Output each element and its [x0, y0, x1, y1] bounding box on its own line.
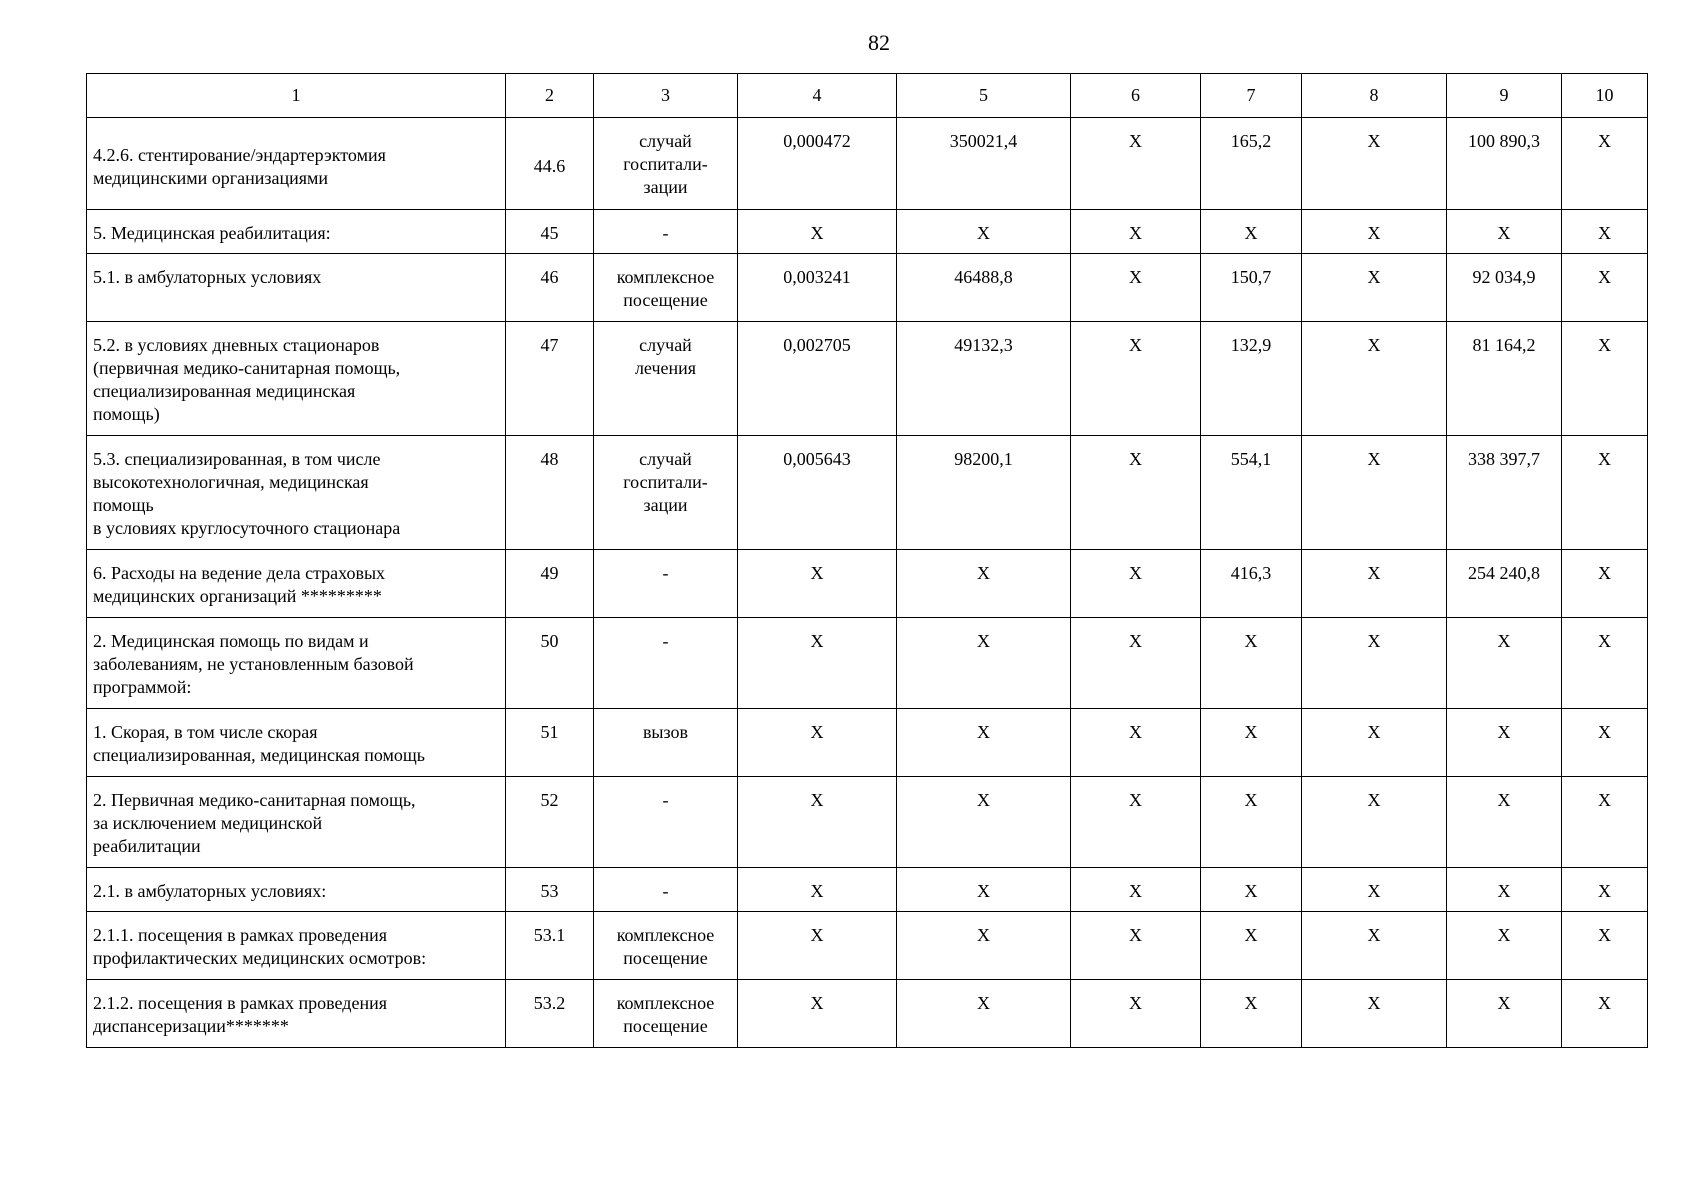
unit-cell: - — [594, 618, 738, 709]
value-cell: 416,3 — [1201, 550, 1302, 618]
value-cell: X — [897, 210, 1071, 254]
value-cell: X — [1201, 980, 1302, 1048]
row-label: 5. Медицинская реабилитация: — [87, 210, 506, 254]
row-number: 50 — [506, 618, 594, 709]
value-cell: X — [1071, 709, 1201, 777]
header-row — [87, 74, 1648, 118]
row-label: 4.2.6. стентирование/эндартерэктомия медицинскими организациями — [87, 118, 506, 210]
value-cell: 0,005643 — [738, 436, 897, 550]
unit-cell: комплексное посещение — [594, 912, 738, 980]
row-label: 1. Скорая, в том числе скорая специализированная, медицинская помощь — [87, 709, 506, 777]
value-cell: X — [1447, 618, 1562, 709]
column-header: 1 — [87, 74, 506, 118]
row-label: 5.3. специализированная, в том числе высокотехнологичная, медицинская помощь в условиях круглосуточного стационара — [87, 436, 506, 550]
column-header: 7 — [1201, 74, 1302, 118]
value-cell: X — [1562, 980, 1648, 1048]
value-cell: X — [897, 709, 1071, 777]
table-row — [87, 618, 1648, 709]
value-cell: X — [1562, 868, 1648, 912]
value-cell: X — [1071, 210, 1201, 254]
value-cell: X — [1201, 210, 1302, 254]
table-row — [87, 868, 1648, 912]
value-cell: X — [1071, 322, 1201, 436]
row-number: 53.2 — [506, 980, 594, 1048]
value-cell: X — [1302, 980, 1447, 1048]
table-row — [87, 118, 1648, 210]
value-cell: 46488,8 — [897, 254, 1071, 322]
value-cell: X — [1201, 777, 1302, 868]
value-cell: X — [1201, 709, 1302, 777]
value-cell: X — [897, 868, 1071, 912]
row-number: 49 — [506, 550, 594, 618]
column-header: 5 — [897, 74, 1071, 118]
value-cell: X — [1447, 709, 1562, 777]
data-table — [86, 73, 1648, 1048]
unit-cell: комплексное посещение — [594, 980, 738, 1048]
unit-cell: - — [594, 868, 738, 912]
table-row — [87, 550, 1648, 618]
value-cell: X — [897, 777, 1071, 868]
row-label: 6. Расходы на ведение дела страховых медицинских организаций ********* — [87, 550, 506, 618]
table-row — [87, 254, 1648, 322]
table-row — [87, 322, 1648, 436]
row-number: 45 — [506, 210, 594, 254]
column-header: 6 — [1071, 74, 1201, 118]
value-cell: 0,003241 — [738, 254, 897, 322]
value-cell: X — [738, 709, 897, 777]
value-cell: X — [1302, 709, 1447, 777]
value-cell: 0,000472 — [738, 118, 897, 210]
value-cell: X — [1302, 118, 1447, 210]
value-cell: X — [1071, 118, 1201, 210]
unit-cell: случай госпитали- зации — [594, 436, 738, 550]
table-row — [87, 777, 1648, 868]
table-row — [87, 210, 1648, 254]
row-number: 51 — [506, 709, 594, 777]
value-cell: X — [1302, 550, 1447, 618]
value-cell: X — [1071, 254, 1201, 322]
column-header: 4 — [738, 74, 897, 118]
unit-cell: - — [594, 550, 738, 618]
column-header: 10 — [1562, 74, 1648, 118]
value-cell: X — [1302, 322, 1447, 436]
unit-cell: случай госпитали- зации — [594, 118, 738, 210]
value-cell: 49132,3 — [897, 322, 1071, 436]
value-cell: X — [1302, 868, 1447, 912]
value-cell: X — [738, 550, 897, 618]
value-cell: X — [1071, 436, 1201, 550]
value-cell: 554,1 — [1201, 436, 1302, 550]
unit-cell: - — [594, 210, 738, 254]
value-cell: X — [738, 912, 897, 980]
unit-cell: - — [594, 777, 738, 868]
value-cell: 350021,4 — [897, 118, 1071, 210]
unit-cell: случай лечения — [594, 322, 738, 436]
value-cell: X — [1071, 777, 1201, 868]
value-cell: 150,7 — [1201, 254, 1302, 322]
unit-cell: вызов — [594, 709, 738, 777]
row-label: 2.1.2. посещения в рамках проведения диспансеризации******* — [87, 980, 506, 1048]
row-label: 2.1.1. посещения в рамках проведения профилактических медицинских осмотров: — [87, 912, 506, 980]
value-cell: X — [1071, 912, 1201, 980]
value-cell: X — [1302, 618, 1447, 709]
value-cell: X — [1562, 912, 1648, 980]
value-cell: X — [1071, 618, 1201, 709]
table-row — [87, 436, 1648, 550]
value-cell: 0,002705 — [738, 322, 897, 436]
value-cell: 81 164,2 — [1447, 322, 1562, 436]
row-number: 47 — [506, 322, 594, 436]
value-cell: X — [738, 777, 897, 868]
value-cell: X — [1302, 912, 1447, 980]
value-cell: 92 034,9 — [1447, 254, 1562, 322]
value-cell: X — [897, 550, 1071, 618]
table-row — [87, 980, 1648, 1048]
value-cell: X — [1562, 709, 1648, 777]
row-number: 52 — [506, 777, 594, 868]
row-number: 46 — [506, 254, 594, 322]
page-number: 82 — [868, 30, 890, 55]
column-header: 3 — [594, 74, 738, 118]
value-cell: 338 397,7 — [1447, 436, 1562, 550]
value-cell: X — [897, 618, 1071, 709]
value-cell: X — [897, 912, 1071, 980]
value-cell: 254 240,8 — [1447, 550, 1562, 618]
value-cell: 132,9 — [1201, 322, 1302, 436]
unit-cell: комплексное посещение — [594, 254, 738, 322]
value-cell: X — [1447, 868, 1562, 912]
value-cell: X — [1302, 210, 1447, 254]
value-cell: X — [1302, 254, 1447, 322]
value-cell: 165,2 — [1201, 118, 1302, 210]
row-number: 48 — [506, 436, 594, 550]
row-label: 2.1. в амбулаторных условиях: — [87, 868, 506, 912]
value-cell: 98200,1 — [897, 436, 1071, 550]
value-cell: X — [1071, 980, 1201, 1048]
value-cell: X — [1562, 322, 1648, 436]
value-cell: X — [1071, 868, 1201, 912]
row-number: 44.6 — [506, 118, 594, 210]
value-cell: 100 890,3 — [1447, 118, 1562, 210]
value-cell: X — [1562, 254, 1648, 322]
row-number: 53.1 — [506, 912, 594, 980]
row-label: 5.1. в амбулаторных условиях — [87, 254, 506, 322]
column-header: 2 — [506, 74, 594, 118]
value-cell: X — [1562, 210, 1648, 254]
value-cell: X — [1447, 777, 1562, 868]
value-cell: X — [1447, 210, 1562, 254]
value-cell: X — [1562, 550, 1648, 618]
value-cell: X — [738, 868, 897, 912]
value-cell: X — [1562, 118, 1648, 210]
column-header: 8 — [1302, 74, 1447, 118]
value-cell: X — [1071, 550, 1201, 618]
value-cell: X — [1562, 777, 1648, 868]
row-number: 53 — [506, 868, 594, 912]
row-label: 2. Медицинская помощь по видам и заболеваниям, не установленным базовой программой: — [87, 618, 506, 709]
value-cell: X — [1562, 436, 1648, 550]
value-cell: X — [738, 980, 897, 1048]
value-cell: X — [1302, 436, 1447, 550]
value-cell: X — [1201, 618, 1302, 709]
value-cell: X — [1201, 868, 1302, 912]
row-label: 5.2. в условиях дневных стационаров (первичная медико-санитарная помощь, специализированная медицинская помощь) — [87, 322, 506, 436]
value-cell: X — [738, 618, 897, 709]
table-row — [87, 709, 1648, 777]
value-cell: X — [1562, 618, 1648, 709]
value-cell: X — [1447, 912, 1562, 980]
value-cell: X — [1302, 777, 1447, 868]
value-cell: X — [738, 210, 897, 254]
value-cell: X — [1447, 980, 1562, 1048]
column-header: 9 — [1447, 74, 1562, 118]
value-cell: X — [1201, 912, 1302, 980]
value-cell: X — [897, 980, 1071, 1048]
table-row — [87, 912, 1648, 980]
row-label: 2. Первичная медико-санитарная помощь, за исключением медицинской реабилитации — [87, 777, 506, 868]
